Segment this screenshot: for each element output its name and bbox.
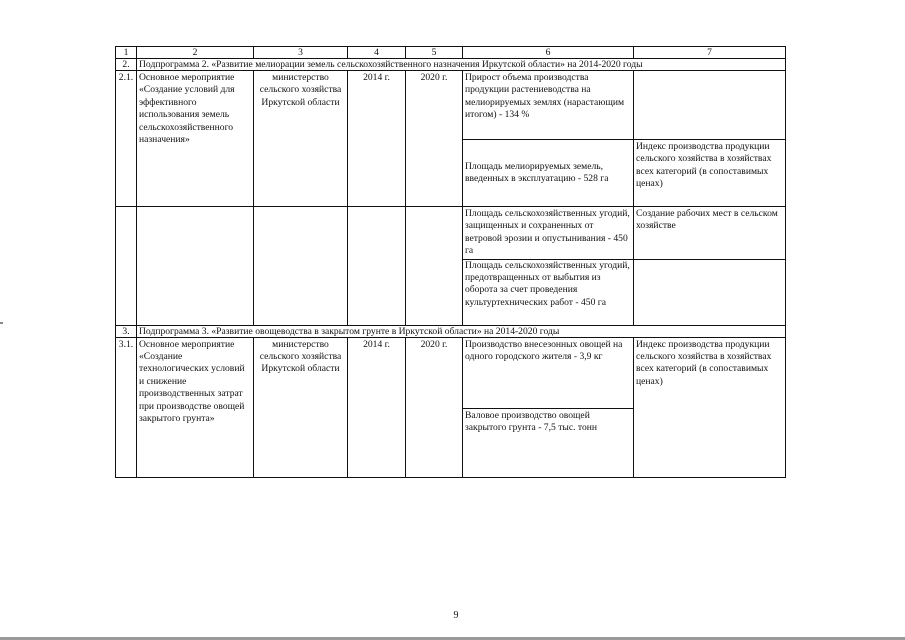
result-cell: Площадь мелиорируемых земель, введенных в эксплуатацию - 528 га [463,140,634,207]
column-number: 7 [634,47,786,59]
column-number: 1 [116,47,137,59]
executor-cell: министерство сельского хозяйства Иркутской области [254,71,348,207]
result-cell: Площадь сельскохозяйственных угодий, защищенных и сохраненных от ветровой эрозии и опустынивания - 450 га [463,207,634,260]
indicator-cell [634,71,786,140]
column-number: 3 [254,47,348,59]
activity-cell: Основное мероприятие «Создание технологических условий и снижение производственных затрат при производстве овощей закрытого грунта» [137,337,254,477]
table-row [116,337,786,408]
start-year-cell: 2014 г. [348,71,406,207]
result-cell: Площадь сельскохозяйственных угодий, предотвращенных от выбытия из оборота за счет проведения культуртехнических работ - 450 га [463,259,634,325]
activity-cell: Основное мероприятие «Создание условий для эффективного использования земель сельскохозяйственного назначения» [137,71,254,207]
column-number: 6 [463,47,634,59]
item-number [116,207,137,326]
end-year-cell: 2020 г. [406,337,463,477]
result-cell: Производство внесезонных овощей на одного городского жителя - 3,9 кг [463,337,634,408]
indicator-cell [634,259,786,325]
activity-cell [137,207,254,326]
item-number: 3.1. [116,337,137,477]
table-row [116,71,786,140]
column-number: 5 [406,47,463,59]
executor-cell: министерство сельского хозяйства Иркутской области [254,337,348,477]
result-cell: Прирост объема производства продукции растениеводства на мелиорируемых землях (нарастающим итогом) - 134 % [463,71,634,140]
subprogram-title: Подпрограмма 3. «Развитие овощеводства в закрытом грунте в Иркутской области» на 2014-2020 годы [137,325,786,337]
subprogram-number: 2. [116,59,137,71]
start-year-cell: 2014 г. [348,337,406,477]
subprogram-3-row [116,325,786,337]
executor-cell [254,207,348,326]
plan-table [115,46,786,478]
column-number: 4 [348,47,406,59]
result-cell: Валовое производство овощей закрытого грунта - 7,5 тыс. тонн [463,408,634,477]
scan-edge-mark [0,322,3,324]
subprogram-2-row [116,59,786,71]
end-year-cell: 2020 г. [406,71,463,207]
end-year-cell [406,207,463,326]
indicator-cell: Индекс производства продукции сельского хозяйства в хозяйствах всех категорий (в сопоставимых ценах) [634,140,786,207]
column-number: 2 [137,47,254,59]
subprogram-title: Подпрограмма 2. «Развитие мелиорации земель сельскохозяйственного назначения Иркутской области» на 2014-2020 годы [137,59,786,71]
subprogram-number: 3. [116,325,137,337]
indicator-cell: Создание рабочих мест в сельском хозяйстве [634,207,786,260]
start-year-cell [348,207,406,326]
page-number: 9 [453,610,459,621]
indicator-cell: Индекс производства продукции сельского хозяйства в хозяйствах всех категорий (в сопоставимых ценах) [634,337,786,477]
item-number: 2.1. [116,71,137,207]
column-number-row [116,47,786,59]
table-row [116,207,786,260]
